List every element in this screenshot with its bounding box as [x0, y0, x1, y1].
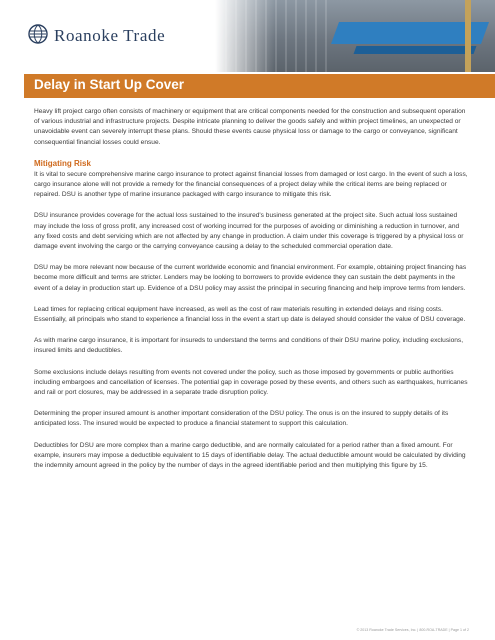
- document-body: [34, 107, 470, 482]
- paragraph: It is vital to secure comprehensive marine cargo insurance to protect against financial losses from damaged or lost cargo. In the event of such a loss, cargo insurance alone will not provide a remedy for the financial consequences of a project delay while the critical items are being replaced or repaired. DSU is another type of marine insurance packaged with cargo insurance to mitigate this risk.: [34, 170, 468, 199]
- globe-logo-icon: [28, 24, 48, 44]
- paragraph: Deductibles for DSU are more complex than a marine cargo deductible, and are normally calculated for a period rather than a fixed amount. For example, insurers may impose a deductible equivalent to 15 days of identifiable delay. The actual deductible amount would be calculated by dividing the indemnity amount agreed in the policy by the number of days in the agreed identifiable period and then multiplying this figure by 15.: [34, 441, 466, 470]
- paragraph: DSU insurance provides coverage for the actual loss sustained to the insured's business generated at the project site. Such actual loss sustained may include the loss of gross profit, any increased cost of working incurred for the purposes of avoiding or diminishing a reduction in turnover, and any fixed costs and debt servicing which are not affected by any change in production. A claim under this coverage is triggered by a physical loss or damage event involving the cargo or the carrying conveyance causing a delay to the scheduled commercial operation date.: [34, 212, 464, 251]
- section-heading: Mitigating Risk: [34, 158, 91, 168]
- page-footer: © 2013 Roanoke Trade Services, Inc. | 800-ROA-TRADE | Page 1 of 2: [356, 628, 469, 632]
- header: [0, 0, 495, 70]
- paragraph: Some exclusions include delays resulting from events not covered under the policy, such as those imposed by governments or public authorities including embargoes and cancellation of licenses. The potential gap in coverage posed by these events, and others such as earthquakes, hurricanes and rail or port closures, may be addressed in a separate trade disruption policy.: [34, 368, 468, 397]
- paragraph: Determining the proper insured amount is another important consideration of the DSU policy. The onus is on the insured to supply details of its anticipated loss. The insured would be expected to produce a financial statement to support this calculation.: [34, 410, 449, 428]
- brand-name: Roanoke Trade: [54, 26, 166, 45]
- paragraph: As with marine cargo insurance, it is important for insureds to understand the terms and conditions of their DSU marine policy, including exclusions, insured limits and deductibles.: [34, 337, 464, 355]
- paragraph: Heavy lift project cargo often consists of machinery or equipment that are critical components needed for the construction and subsequent operation of various industrial and infrastructure projects. Despite intricate planning to deliver the goods safely and within project timelines, an unexpected or unavoidable event can severely interrupt these plans. Should these events cause physical loss or damage to the cargo or conveyance, significant consequential financial losses could ensue.: [34, 108, 466, 146]
- page-title: Delay in Start Up Cover: [34, 77, 185, 92]
- header-photo: [215, 0, 495, 72]
- paragraph: Lead times for replacing critical equipment have increased, as well as the cost of raw materials resulting in extended delays and rising costs. Essentially, all principals who stand to experience a financial loss in the event a start up date is delayed should consider the value of DSU coverage.: [34, 305, 466, 324]
- paragraph: DSU may be more relevant now because of the current worldwide economic and financial environment. For example, obtaining project financing has become more difficult and terms are stricter. Lenders may be looking to borrowers to provide evidence they can sustain the debt payments in the event of a delay in production start up. Evidence of a DSU policy may assist the principal in securing financing and help improve terms from lenders.: [34, 264, 467, 292]
